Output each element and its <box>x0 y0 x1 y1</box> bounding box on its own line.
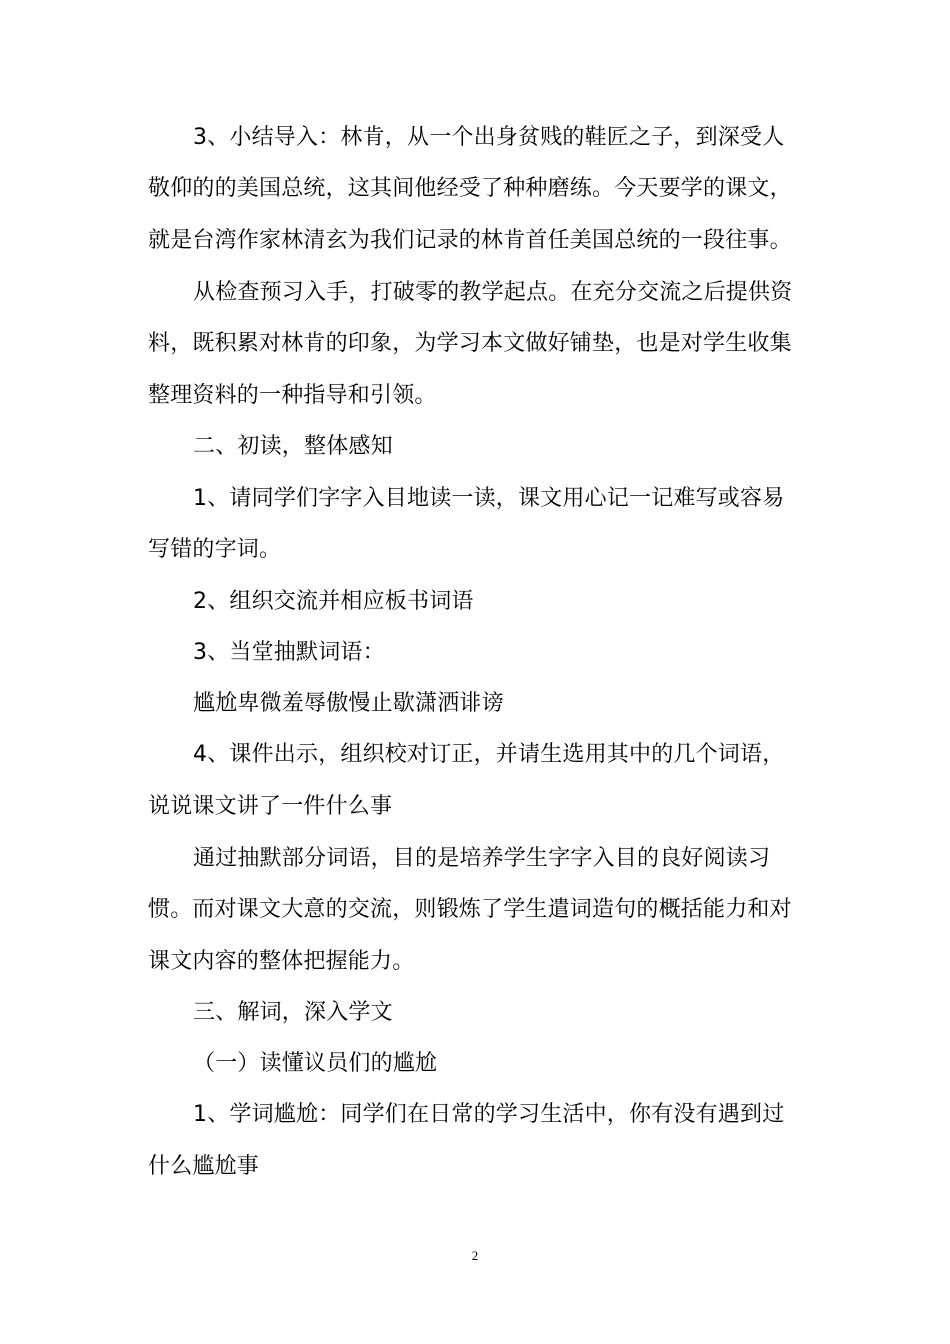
text-line: 说说课文讲了一件什么事 <box>148 794 393 819</box>
text-line: 料，既积累对林肯的印象，为学习本文做好铺垫，也是对学生收集 <box>148 331 792 356</box>
subsection-heading: （一）读懂议员们的尴尬 <box>193 1051 438 1076</box>
text-line: 4、课件出示，组织校对订正，并请生选用其中的几个词语， <box>193 742 785 767</box>
text-line: 3、小结导入：林肯，从一个出身贫贱的鞋匠之子，到深受人 <box>193 125 785 150</box>
text-line: 1、学词尴尬：同学们在日常的学习生活中，你有没有遇到过 <box>193 1102 785 1127</box>
page-number: 2 <box>471 1248 479 1263</box>
text-line: 3、当堂抽默词语： <box>193 640 385 665</box>
text-line: 整理资料的一种指导和引领。 <box>148 383 437 408</box>
text-line: 惯。而对课文大意的交流，则锻炼了学生遣词造句的概括能力和对 <box>148 897 792 922</box>
text-line: 写错的字词。 <box>148 537 282 562</box>
text-line: 课文内容的整体把握能力。 <box>148 949 415 974</box>
text-line: 通过抽默部分词语，目的是培养学生字字入目的良好阅读习 <box>193 846 771 871</box>
section-heading: 二、初读，整体感知 <box>193 434 393 459</box>
text-line: 从检查预习入手，打破零的教学起点。在充分交流之后提供资 <box>193 280 793 305</box>
text-line: 什么尴尬事 <box>148 1154 260 1179</box>
text-line: 敬仰的的美国总统，这其间他经受了种种磨练。今天要学的课文， <box>148 176 792 201</box>
text-line: 就是台湾作家林清玄为我们记录的林肯首任美国总统的一段往事。 <box>148 228 792 253</box>
word-list: 尴尬卑微羞辱傲慢止歇潇洒诽谤 <box>193 691 504 716</box>
text-line: 2、组织交流并相应板书词语 <box>193 589 474 614</box>
section-heading: 三、解词，深入学文 <box>193 1000 393 1025</box>
text-line: 1、请同学们字字入目地读一读，课文用心记一记难写或容易 <box>193 486 785 511</box>
